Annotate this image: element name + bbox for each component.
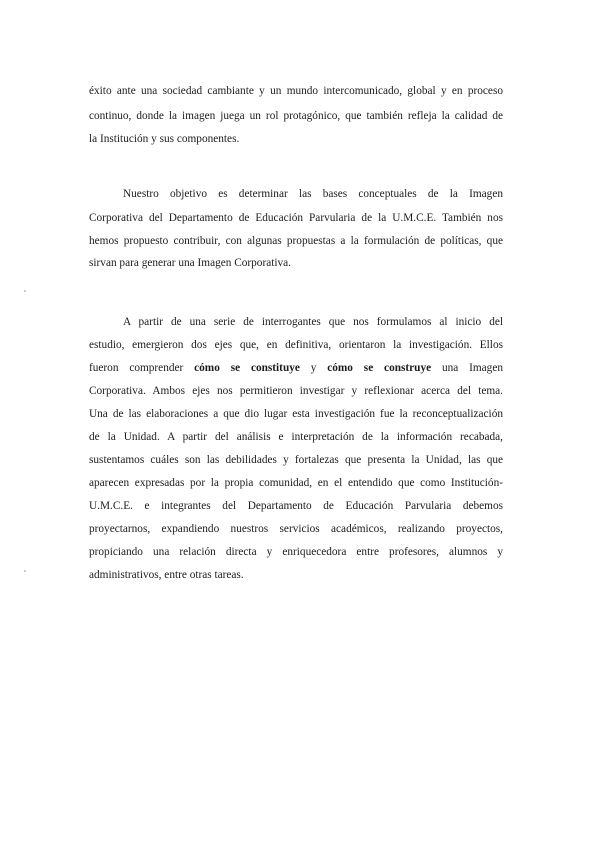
text-line: hemos propuesto contribuir, con algunas propuestas a la formulación de políticas, que bbox=[89, 235, 503, 247]
text-line: Corporativa del Departamento de Educación Parvularia de la U.M.C.E. También nos bbox=[89, 212, 503, 224]
scan-speck bbox=[24, 290, 26, 292]
text-line: Corporativa. Ambos ejes nos permitieron investigar y reflexionar acerca del tema. bbox=[89, 385, 503, 397]
text-line: la Institución y sus componentes. bbox=[89, 133, 240, 145]
text-line-with-emphasis bbox=[89, 361, 503, 375]
text-line: sustentamos cuáles son las debilidades y fortalezas que presenta la Unidad, las que bbox=[89, 454, 503, 466]
text-line: administrativos, entre otras tareas. bbox=[89, 569, 244, 581]
text-line: propiciando una relación directa y enriquecedora entre profesores, alumnos y bbox=[89, 546, 503, 558]
emphasis-cómo-se-construye: cómo se construye bbox=[327, 362, 432, 374]
text-line: de la Unidad. A partir del análisis e interpretación de la información recabada, bbox=[89, 431, 503, 443]
text-span: una Imagen bbox=[441, 362, 503, 374]
text-line: continuo, donde la imagen juega un rol protagónico, que también refleja la calidad de bbox=[89, 110, 503, 122]
text-span: y bbox=[310, 362, 317, 374]
text-line: sirvan para generar una Imagen Corporativa. bbox=[89, 257, 291, 269]
text-line: A partir de una serie de interrogantes que nos formulamos al inicio del bbox=[123, 316, 503, 328]
text-span: fueron comprender bbox=[89, 362, 184, 374]
scan-speck bbox=[24, 570, 26, 572]
emphasis-cómo-se-constituye: cómo se constituye bbox=[194, 362, 300, 374]
text-line: U.M.C.E. e integrantes del Departamento de Educación Parvularia debemos bbox=[89, 500, 503, 512]
text-line: éxito ante una sociedad cambiante y un mundo intercomunicado, global y en proceso bbox=[89, 85, 503, 97]
text-line: proyectarnos, expandiendo nuestros servicios académicos, realizando proyectos, bbox=[89, 523, 503, 535]
text-line: aparecen expresadas por la propia comunidad, en el entendido que como Institución- bbox=[89, 477, 503, 489]
text-line: Nuestro objetivo es determinar las bases conceptuales de la Imagen bbox=[123, 188, 503, 200]
text-line: estudio, emergieron dos ejes que, en definitiva, orientaron la investigación. Ellos bbox=[89, 339, 503, 351]
text-line: Una de las elaboraciones a que dio lugar esta investigación fue la reconceptualización bbox=[89, 408, 503, 420]
